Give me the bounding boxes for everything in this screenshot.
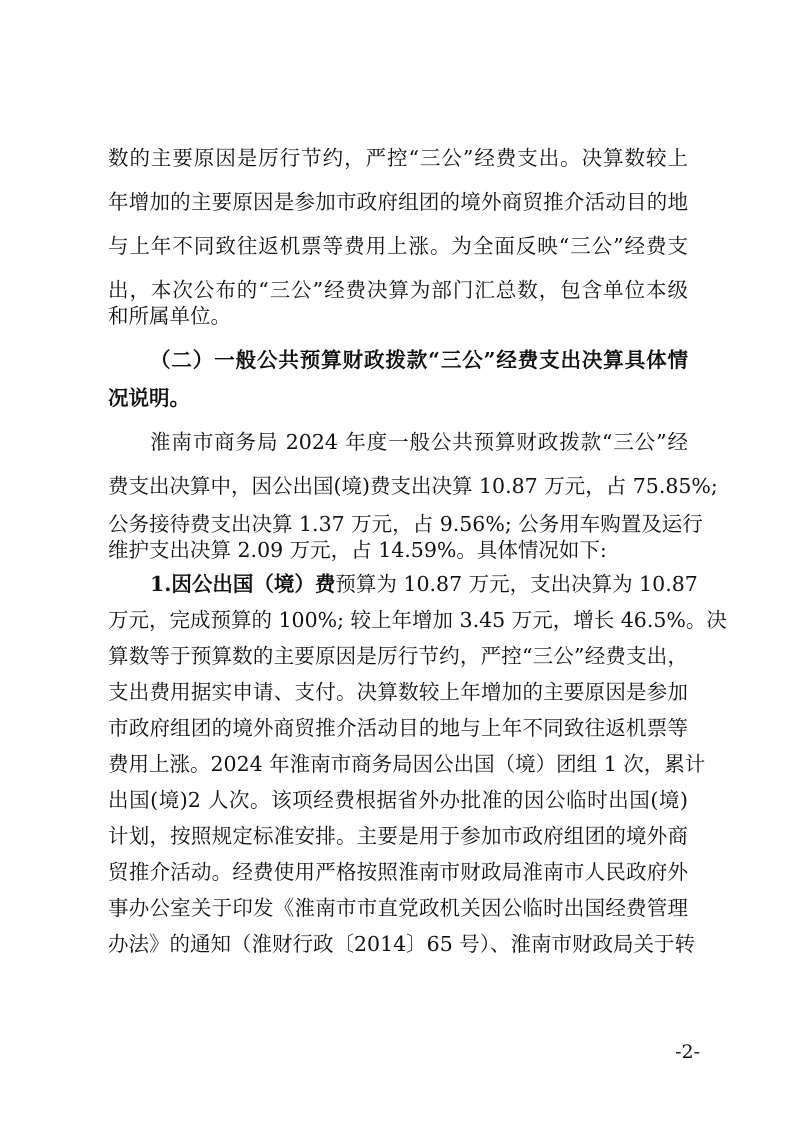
item-1-line-2: 万元，完成预算的 100%; 较上年增加 3.45 万元，增长 46.5%。决	[108, 608, 727, 632]
item-1-line-8: 计划，按照规定标准安排。主要是用于参加市政府组团的境外商	[108, 824, 688, 848]
item-1-line-10: 事办公室关于印发《淮南市市直党政机关因公临时出国经费管理	[108, 896, 688, 920]
item-1-line-7: 出国(境)2 人次。该项经费根据省外办批准的因公临时出国(境)	[108, 788, 688, 812]
item-1-line-6: 费用上涨。2024 年淮南市商务局因公出国（境）团组 1 次，累计	[108, 752, 706, 776]
text-line-4: 出，本次公布的“三公”经费决算为部门汇总数，包含单位本级	[108, 278, 688, 302]
text-line-3: 与上年不同致往返机票等费用上涨。为全面反映“三公”经费支	[108, 234, 688, 258]
item-1-line-3: 算数等于预算数的主要原因是厉行节约，严控“三公”经费支出，	[108, 644, 688, 668]
paragraph-line-1: 淮南市商务局 2024 年度一般公共预算财政拨款“三公”经	[150, 430, 688, 454]
text-line-5: 和所属单位。	[108, 304, 231, 328]
section-heading-line-1: （二）一般公共预算财政拨款“三公”经费支出决算具体情	[150, 348, 688, 372]
item-1-line-1	[150, 566, 698, 602]
paragraph-line-2: 费支出决算中，因公出国(境)费支出决算 10.87 万元，占 75.85%;	[108, 474, 718, 498]
item-1-line-9: 贸推介活动。经费使用严格按照淮南市财政局淮南市人民政府外	[108, 860, 688, 884]
item-1-line-5: 市政府组团的境外商贸推介活动目的地与上年不同致往返机票等	[108, 716, 688, 740]
item-1-line-11: 办法》的通知（淮财行政〔2014〕65 号）、淮南市财政局关于转	[108, 932, 696, 956]
paragraph-line-4: 维护支出决算 2.09 万元，占 14.59%。具体情况如下:	[108, 538, 607, 562]
item-1-heading: 1.因公出国（境）费	[150, 572, 336, 596]
page-number: -2-	[675, 1041, 700, 1063]
item-1-text: 预算为 10.87 万元，支出决算为 10.87	[335, 572, 698, 596]
paragraph-line-3: 公务接待费支出决算 1.37 万元，占 9.56%; 公务用车购置及运行	[108, 512, 703, 536]
item-1-line-4: 支出费用据实申请、支付。决算数较上年增加的主要原因是参加	[108, 680, 688, 704]
section-heading-line-2: 况说明。	[108, 386, 190, 410]
text-line-1: 数的主要原因是厉行节约，严控“三公”经费支出。决算数较上	[108, 146, 688, 170]
text-line-2: 年增加的主要原因是参加市政府组团的境外商贸推介活动目的地	[108, 190, 688, 214]
